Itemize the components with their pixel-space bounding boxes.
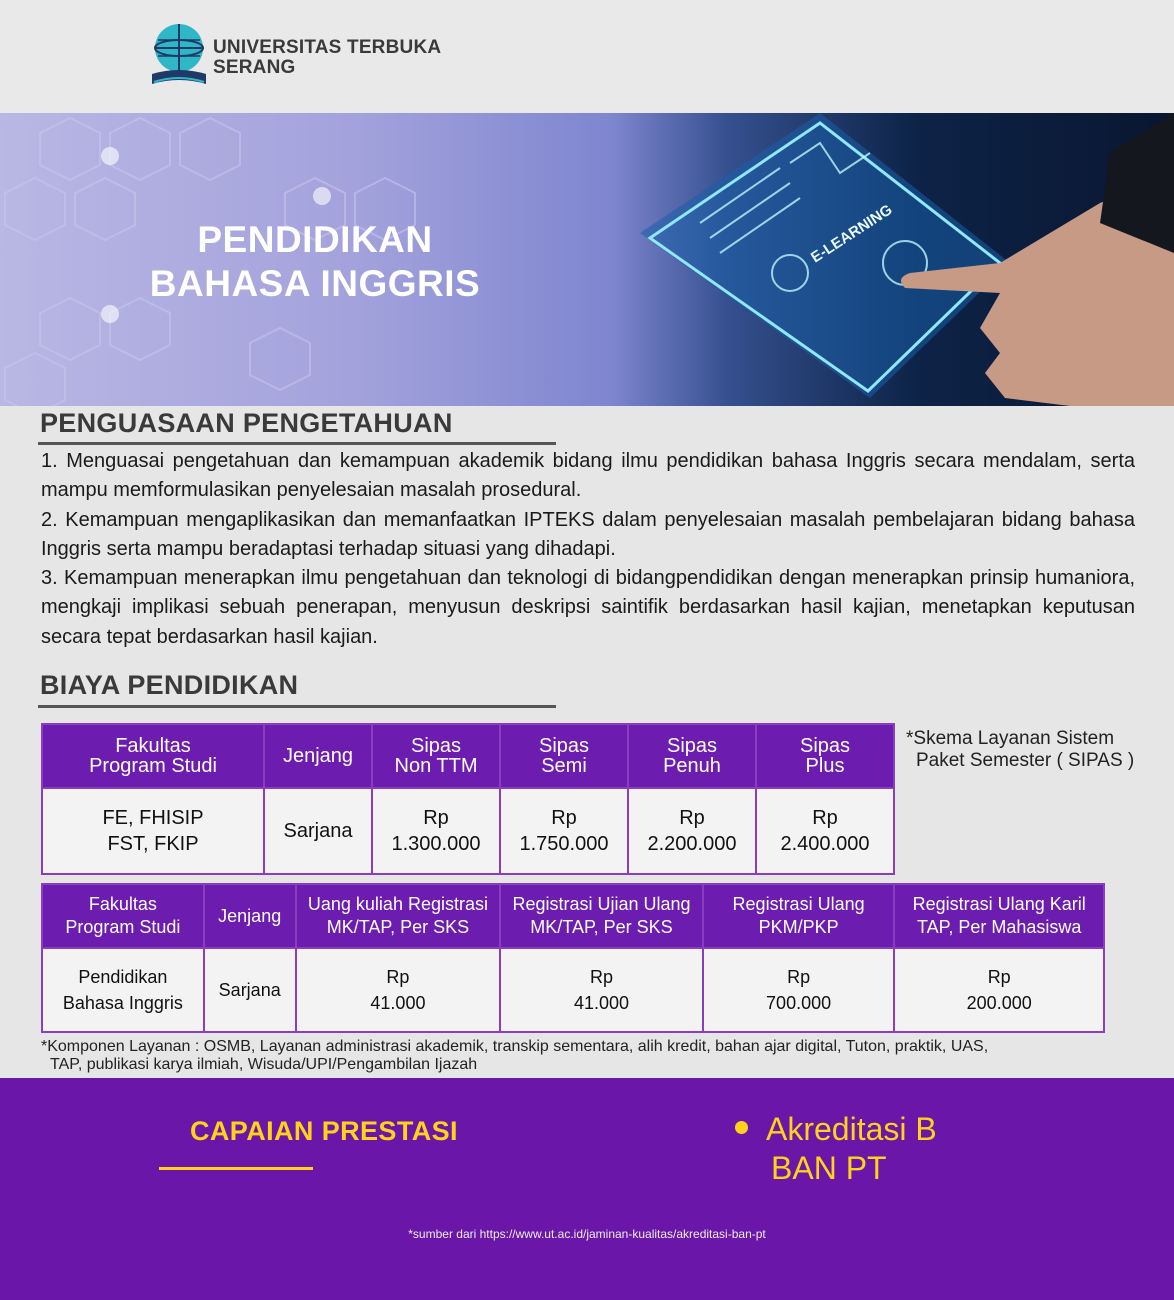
sipas-note-line-1: *Skema Layanan Sistem xyxy=(906,728,1115,749)
col-header-karil-tap: Registrasi Ulang Karil TAP, Per Mahasiswa xyxy=(894,884,1104,948)
cell-price-semi: Rp 1.750.000 xyxy=(500,788,628,874)
sipas-note-line-2: Paket Semester ( SIPAS ) xyxy=(916,750,1135,771)
col-header-reexam-per-sks: Registrasi Ujian Ulang MK/TAP, Per SKS xyxy=(500,884,703,948)
cell-price-plus: Rp 2.400.000 xyxy=(756,788,894,874)
knowledge-heading: PENGUASAAN PENGETAHUAN xyxy=(40,408,453,438)
cost-heading: BIAYA PENDIDIKAN xyxy=(40,670,299,700)
col-header-level: Jenjang xyxy=(264,724,372,788)
table-row xyxy=(42,788,894,874)
col-header-tuition-per-sks: Uang kuliah Registrasi MK/TAP, Per SKS xyxy=(296,884,501,948)
cell-price-reexam: Rp 41.000 xyxy=(500,948,703,1032)
ut-logo-icon xyxy=(150,22,208,90)
service-components-line-1: *Komponen Layanan : OSMB, Layanan administrasi akademik, transkip sementara, alih kredit, bahan ajar digital, Tuton, praktik, UAS, xyxy=(41,1038,989,1055)
hero-banner xyxy=(0,113,1174,406)
screen-label: E-LEARNING xyxy=(807,201,896,267)
accreditation-body: BAN PT xyxy=(771,1150,887,1186)
cell-faculty: FE, FHISIP FST, FKIP xyxy=(42,788,264,874)
program-title xyxy=(115,218,515,306)
col-header-program: Fakultas Program Studi xyxy=(42,884,204,948)
achievement-heading: CAPAIAN PRESTASI xyxy=(190,1116,458,1146)
cell-price-penuh: Rp 2.200.000 xyxy=(628,788,756,874)
sipas-fee-table xyxy=(41,723,895,875)
cell-level: Sarjana xyxy=(204,948,296,1032)
cell-price-karil: Rp 200.000 xyxy=(894,948,1104,1032)
table-header-row xyxy=(42,724,894,788)
col-header-sipas-penuh: Sipas Penuh xyxy=(628,724,756,788)
brand-line-2: SERANG xyxy=(213,57,296,78)
cost-heading-underline xyxy=(38,705,556,708)
cell-price-pkm-pkp: Rp 700.000 xyxy=(703,948,895,1032)
col-header-faculty: Fakultas Program Studi xyxy=(42,724,264,788)
col-header-sipas-plus: Sipas Plus xyxy=(756,724,894,788)
accreditation-item xyxy=(735,1110,937,1188)
col-header-level: Jenjang xyxy=(204,884,296,948)
program-title-line-2: BAHASA INGGRIS xyxy=(149,263,481,304)
achievement-footer xyxy=(0,1078,1174,1300)
knowledge-list xyxy=(41,447,1135,652)
page-header xyxy=(0,0,1174,113)
cell-price-non-ttm: Rp 1.300.000 xyxy=(372,788,500,874)
cell-level: Sarjana xyxy=(264,788,372,874)
brand-line-1: UNIVERSITAS TERBUKA xyxy=(213,37,442,58)
col-header-pkm-pkp: Registrasi Ulang PKM/PKP xyxy=(703,884,895,948)
program-title-line-1: PENDIDIKAN xyxy=(197,219,433,260)
knowledge-item-2: 2. Kemampuan mengaplikasikan dan memanfaatkan IPTEKS dalam penyelesaian masalah pembelajaran bidang bahasa Inggris serta mampu beradaptasi terhadap situasi yang dihadapi. xyxy=(41,508,1135,560)
accreditation-grade: Akreditasi B xyxy=(766,1111,937,1147)
cell-price-tuition: Rp 41.000 xyxy=(296,948,501,1032)
knowledge-item-1: 1. Menguasai pengetahuan dan kemampuan akademik bidang ilmu pendidikan bahasa Inggris secara mendalam, serta mampu memformulasikan penyelesaian masalah prosedural. xyxy=(41,450,1135,502)
table-row xyxy=(42,948,1104,1032)
registration-fee-table xyxy=(41,883,1105,1033)
achievement-heading-underline xyxy=(159,1167,313,1170)
sipas-note xyxy=(906,728,1134,772)
bullet-icon xyxy=(735,1121,748,1134)
brand-name xyxy=(213,38,441,78)
cell-program: Pendidikan Bahasa Inggris xyxy=(42,948,204,1032)
tablet-illustration xyxy=(640,113,1010,398)
service-components-note xyxy=(41,1038,1156,1074)
service-components-line-2: TAP, publikasi karya ilmiah, Wisuda/UPI/Pengambilan Ijazah xyxy=(50,1056,478,1073)
source-note: *sumber dari https://www.ut.ac.id/jaminan-kualitas/akreditasi-ban-pt xyxy=(408,1227,766,1241)
col-header-sipas-non-ttm: Sipas Non TTM xyxy=(372,724,500,788)
knowledge-heading-underline xyxy=(38,442,556,445)
table-header-row xyxy=(42,884,1104,948)
col-header-sipas-semi: Sipas Semi xyxy=(500,724,628,788)
knowledge-item-3: 3. Kemampuan menerapkan ilmu pengetahuan dan teknologi di bidangpendidikan dengan menerapkan prinsip humaniora, mengkaji implikasi sebuah penerapan, menyusun deskripsi saintifik berdasarkan hasil kajian, menetapkan keputusan secara tepat berdasarkan hasil kajian. xyxy=(41,567,1135,648)
